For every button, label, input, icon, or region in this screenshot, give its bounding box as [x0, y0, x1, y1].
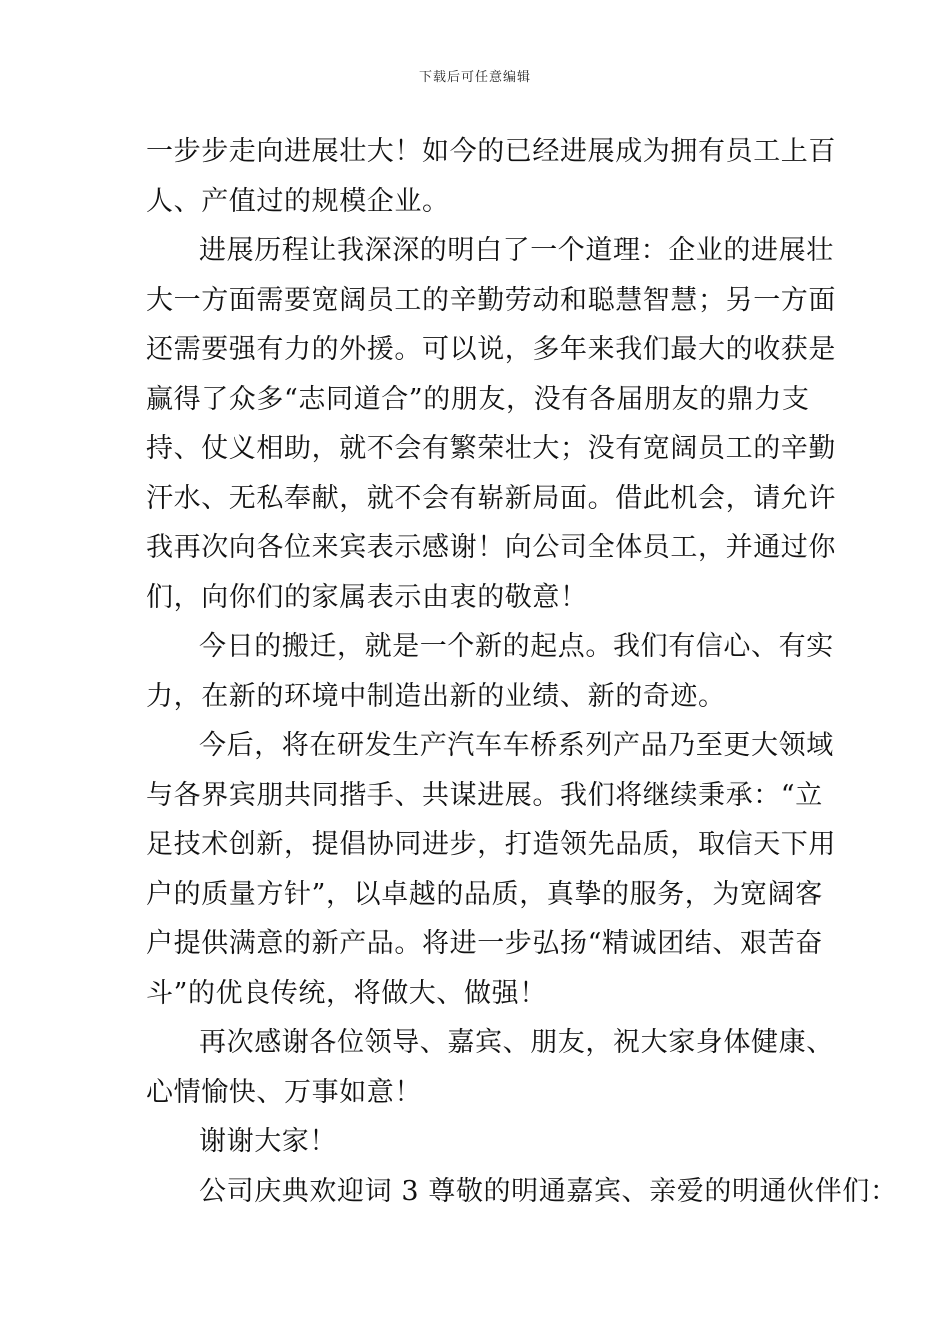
text-line: 赢得了众多“志同道合”的朋友，没有各届朋友的鼎力支: [146, 383, 810, 415]
paragraph-start-line: 进展历程让我深深的明白了一个道理：企业的进展壮: [199, 235, 834, 266]
document-body: [146, 127, 898, 1216]
paragraph-start-line: 再次感谢各位领导、嘉宾、朋友，祝大家身体健康、: [199, 1027, 834, 1058]
text-line: 户的质量方针”，以卓越的品质，真挚的服务，为宽阔客: [146, 878, 823, 910]
text-line: 持、仗义相助，就不会有繁荣壮大；没有宽阔员工的辛勤: [146, 433, 836, 464]
text-line: 力，在新的环境中制造出新的业绩、新的奇迹。: [146, 680, 726, 712]
text-line: 大一方面需要宽阔员工的辛勤劳动和聪慧智慧；另一方面: [146, 284, 836, 316]
text-line: 一步步走向进展壮大！如今的已经进展成为拥有员工上百: [146, 136, 836, 167]
paragraph-start-line: 谢谢大家！: [199, 1126, 337, 1157]
text-line: 们，向你们的家属表示由衷的敬意！: [146, 581, 588, 613]
header-note: 下载后可任意编辑: [418, 70, 531, 85]
text-line: 足技术创新，提倡协同进步，打造领先品质，取信天下用: [146, 829, 836, 860]
paragraph-start-line: 今日的搬迁，就是一个新的起点。我们有信心、有实: [199, 631, 834, 662]
text-line: 斗”的优良传统，将做大、做强！: [146, 977, 547, 1009]
text-line: 汗水、无私奉献，就不会有崭新局面。借此机会，请允许: [146, 482, 836, 514]
text-line: 心情愉快、万事如意！: [146, 1076, 422, 1108]
text-line: 户提供满意的新产品。将进一步弘扬“精诚团结、艰苦奋: [146, 928, 823, 959]
text-line: 人、产值过的规模企业。: [146, 185, 450, 217]
text-line: 还需要强有力的外援。可以说，多年来我们最大的收获是: [146, 334, 836, 365]
paragraph-start-line: 今后，将在研发生产汽车车桥系列产品乃至更大领域: [199, 730, 834, 761]
text-line: 与各界宾朋共同揩手、共谋进展。我们将继续秉承：“立: [146, 779, 823, 811]
paragraph-start-line: 公司庆典欢迎词 3 尊敬的明通嘉宾、亲爱的明通伙伴们：: [199, 1175, 898, 1207]
text-line: 我再次向各位来宾表示感谢！向公司全体员工，并通过你: [146, 532, 836, 563]
